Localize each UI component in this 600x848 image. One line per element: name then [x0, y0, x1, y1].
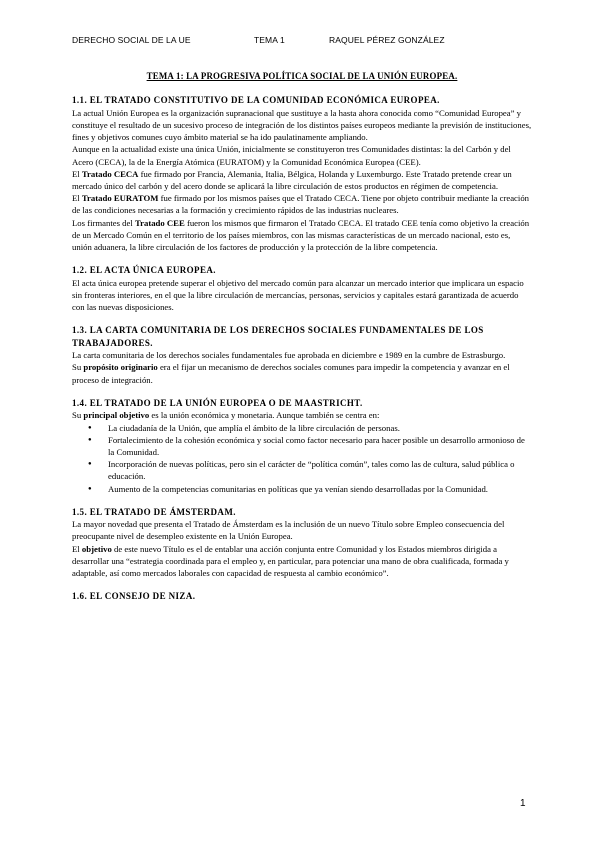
list-item: ● Aumento de la competencias comunitarias en políticas que ya venían siendo desarrolladas por la Comunidad. — [108, 483, 532, 495]
text-run: fue firmado por los mismos países que el Tratado CECA. Tiene por objeto contribuir mediante la creación de las condiciones necesarias a la formación y crecimiento rápidos de las industrias nucleares. — [72, 193, 530, 216]
bold-term: objetivo — [81, 543, 112, 554]
bold-term: propósito originario — [83, 362, 158, 373]
text-run: El — [72, 193, 82, 204]
section-2-heading: 1.2. EL ACTA ÚNICA EUROPEA. — [72, 265, 216, 276]
document-body — [72, 70, 532, 614]
section-1-paragraph-3 — [72, 168, 532, 192]
section-3 — [72, 324, 532, 386]
list-item: ● Fortalecimiento de la cohesión económica y social como factor necesario para hacer posible un desarrollo armonioso de la Comunidad. — [108, 434, 532, 458]
section-3-paragraph-2 — [72, 361, 532, 385]
text-run: Su — [72, 410, 84, 421]
section-1-paragraph-4 — [72, 192, 532, 216]
text-run: fueron los mismos que firmaron el Tratado CECA. El tratado CEE tenía como objetivo la creación de un Mercado Común en el territorio de los países miembros, con las mismas características de un mercado nacional, esto es, unión aduanera, la libre circulación de los factores de producción y la protección de la libre competencia. — [72, 217, 530, 252]
section-1-paragraph-2: Aunque en la actualidad existe una única Unión, inicialmente se constituyeron tres Comunidades distintas: la del Carbón y del Acero (CECA), la de la Energía Atómica (EURATOM) y la Comunidad Económica Europea (CEE). — [72, 144, 511, 167]
section-2-paragraph-1: El acta única europea pretende superar el objetivo del mercado común para alcanzar un mercado interior que implicara un espacio sin fronteras interiores, en el que la libre circulación de mercancías, personas, servicios y capitales estará garantizada de acuerdo con las nuevas disposiciones. — [72, 277, 524, 313]
section-3-heading: 1.3. LA CARTA COMUNITARIA DE LOS DERECHOS SOCIALES FUNDAMENTALES DE LOS TRABAJADORES. — [72, 325, 484, 348]
text-run: El — [72, 168, 82, 179]
section-4-heading: 1.4. EL TRATADO DE LA UNIÓN EUROPEA O DE MAASTRICHT. — [72, 397, 363, 408]
section-1-paragraph-5 — [72, 217, 532, 254]
section-5-paragraph-2 — [72, 543, 532, 580]
text-run: de este nuevo Título es el de entablar una acción conjunta entre Comunidad y los Estados miembros dirigida a desarrollar una “estrategia coordinada para el empleo y, en particular, para potenciar una mano de obra cualificada, formada y adaptable, así como mercados laborales con capacidad de respuesta al cambio económico”. — [72, 543, 509, 579]
section-2 — [72, 264, 532, 313]
section-6-heading: 1.6. EL CONSEJO DE NIZA. — [72, 591, 196, 602]
section-5-paragraph-1: La mayor novedad que presenta el Tratado de Ámsterdam es la inclusión de un nuevo Título sobre Empleo consecuencia del preocupante nivel de desempleo existente en la Unión Europea. — [72, 519, 505, 542]
bold-term: Tratado CEE — [134, 217, 185, 228]
text-run: era el fijar un mecanismo de derechos sociales comunes para impedir la competencia y avanzar en el proceso de integración. — [72, 362, 510, 385]
text-run: Su — [72, 362, 84, 373]
section-6 — [72, 590, 532, 603]
section-4-bullet-list — [72, 422, 532, 495]
text-run: El — [72, 543, 82, 554]
bold-term: Tratado EURATOM — [81, 193, 159, 204]
text-run: fue firmado por Francia, Alemania, Italia, Bélgica, Holanda y Luxemburgo. Este Tratado pretende crear un mercado único del carbón y del acero donde se aplicará la libre circulación de estos productos en régimen de competencia. — [72, 168, 512, 191]
text-run: es la unión económica y monetaria. Aunque también se centra en: — [149, 410, 380, 421]
header-topic: TEMA 1 — [254, 35, 285, 45]
section-1-paragraph-1: La actual Unión Europea es la organización supranacional que sustituye a la hasta ahora conocida como “Comunidad Europea” y constituye el resultado de un sucesivo proceso de integración de los distintos países europeos mediante la previsión de instituciones, fines y objetivos comunes cuyo ámbito material se ha ido paulatinamente ampliando. — [72, 107, 532, 143]
document-title: TEMA 1: LA PROGRESIVA POLÍTICA SOCIAL DE LA UNIÓN EUROPEA. — [146, 71, 458, 81]
section-3-paragraph-1: La carta comunitaria de los derechos sociales fundamentales fue aprobada en diciembre e 1989 en la cumbre de Estrasburgo. — [72, 350, 506, 361]
section-5-heading: 1.5. EL TRATADO DE ÁMSTERDAM. — [72, 506, 236, 517]
text-run: Los firmantes del — [72, 217, 135, 228]
section-4 — [72, 397, 532, 495]
bold-term: Tratado CECA — [81, 168, 139, 179]
page-header — [0, 35, 600, 49]
section-5 — [72, 506, 532, 580]
list-item: ● Incorporación de nuevas políticas, pero sin el carácter de “política común”, tales como las de cultura, salud pública o educación. — [108, 458, 532, 482]
list-item: ● La ciudadanía de la Unión, que amplía el ámbito de la libre circulación de personas. — [108, 422, 532, 434]
section-1 — [72, 94, 532, 253]
page-number: 1 — [520, 798, 526, 809]
header-course: DERECHO SOCIAL DE LA UE — [72, 35, 191, 45]
section-4-paragraph-1 — [72, 409, 532, 421]
section-1-heading: 1.1. EL TRATADO CONSTITUTIVO DE LA COMUNIDAD ECONÓMICA EUROPEA. — [72, 95, 440, 106]
bold-term: principal objetivo — [83, 410, 150, 421]
header-author: RAQUEL PÉREZ GONZÁLEZ — [329, 35, 445, 45]
